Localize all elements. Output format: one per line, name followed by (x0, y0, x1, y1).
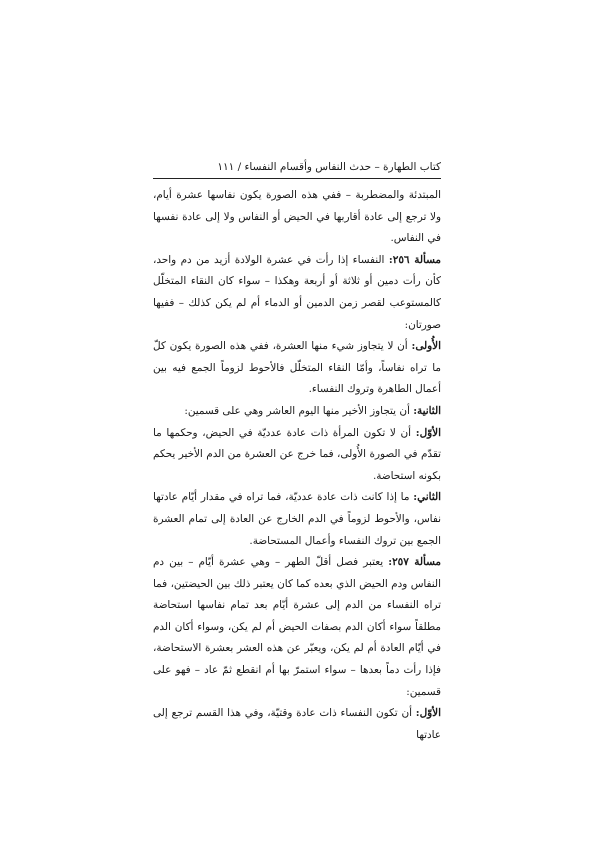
issue-number: مسألة ٢٥٧: (388, 556, 441, 569)
case-label: الأوّل: (415, 426, 441, 439)
paragraph-text: النفساء إذا رأت في عشرة الولادة أزيد من دم واحد، كأن رأت دمين أو ثلاثة أو أربعة وهكذا – سواء كان النقاء المتخلّل كالمستوعب لقصر زمن الدمين أو الدماء أم لم يكن كذلك – ففيها صورتان: (153, 253, 441, 331)
paragraph-text: يعتبر فصل أقلّ الطهر – وهي عشرة أيّام – بين دم النفاس ودم الحيض الذي بعده كما كان يعتبر ذلك بين الحيضتين، فما تراه النفساء من الدم إلى عشرة أيّام بعد تمام نفاسها استحاضة مطلقاً سواء أكان الدم بصفات الحيض أم لم يكن، وسواء أكان الدم في أيّام العادة أم لم يكن، ويعبّر عن هذه العشر بعشرة الاستحاضة، فإذا رأت دماً بعدها – سواء استمرّ بها أم انقطع ثمّ عاد – فهو على قسمين: (153, 556, 441, 698)
paragraph (153, 423, 441, 488)
paragraph (153, 185, 441, 250)
paragraph-text: أن لا يتجاوز شيء منها العشرة، ففي هذه الصورة يكون كلّ ما تراه نفاساً، وأمّا النقاء المتخلّل فالأحوط لزوماً الجمع فيه بين أعمال الطاهرة وتروك النفساء. (153, 340, 441, 396)
issue-number: مسألة ٢٥٦: (388, 253, 441, 266)
paragraph (153, 487, 441, 552)
paragraph (153, 250, 441, 336)
case-label: الأُولى: (411, 340, 441, 353)
paragraph-text: أن تكون النفساء ذات عادة وقتيّة، وفي هذا القسم ترجع إلى عادتها (153, 707, 441, 741)
case-label: الثاني: (413, 491, 442, 504)
case-label: الثانية: (413, 404, 441, 417)
page (153, 160, 441, 746)
paragraph-text: المبتدئة والمضطربة – ففي هذه الصورة يكون نفاسها عشرة أيام، ولا ترجع إلى عادة أقاربها في الحيض أو النفاس ولا إلى عادة نفسها في النفاس. (153, 189, 441, 245)
paragraph-text: ما إذا كانت ذات عادة عدديّة، فما تراه في مقدار أيّام عادتها نفاس، والأحوط لزوماً في الدم الخارج عن العادة إلى تمام العشرة الجمع بين تروك النفساء وأعمال المستحاضة. (153, 491, 441, 547)
paragraph (153, 336, 441, 401)
case-label: الأوّل: (415, 707, 441, 720)
paragraph (153, 552, 441, 703)
paragraph-text: أن يتجاوز الأخير منها اليوم العاشر وهي على قسمين: (184, 404, 410, 417)
paragraph (153, 401, 441, 423)
running-header: كتاب الطهارة – حدث النفاس وأقسام النفساء / ١١١ (153, 160, 441, 179)
paragraph (153, 703, 441, 746)
paragraph-text: أن لا تكون المرأة ذات عادة عدديّة في الحيض، وحكمها ما تقدّم في الصورة الأُولى، فما خرج عن العشرة من الدم الأخير يحكم بكونه استحاضة. (153, 426, 441, 482)
